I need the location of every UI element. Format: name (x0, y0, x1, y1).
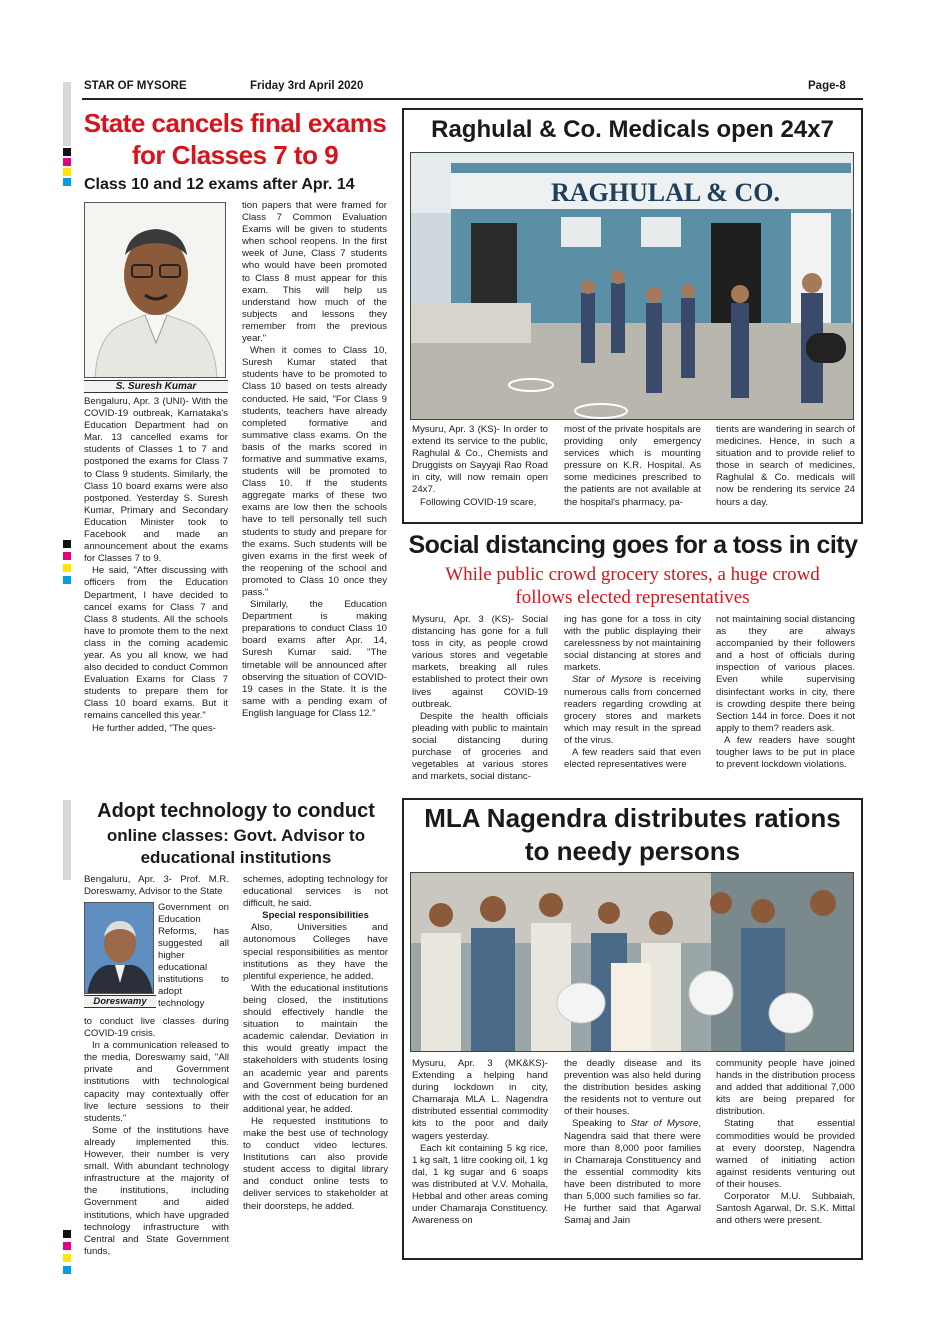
masthead-name: STAR OF MYSORE (84, 80, 187, 92)
paragraph: community people have joined hands in the distribution process and added that additional 7,000 kits are being prepared for distribution. (716, 1058, 855, 1118)
paragraph: Despite the health officials pleading with public to maintain social distancing during purchase of groceries and vegetables at various stores and markets, social distanc- (412, 710, 548, 783)
paragraph (564, 674, 701, 747)
article2-column2 (243, 874, 388, 1213)
paragraph: most of the private hospitals are providing only emergency services which is mounting pressure on K.R. Hospital. As some medicines prescribed to the patients are not available at the hospital's pharmacy, pa- (564, 424, 701, 508)
photo-doreswamy (84, 902, 154, 994)
article5-column1 (412, 1058, 548, 1227)
paragraph: tients are wandering in search of medicines. Hence, in such a situation and to provide relief to those in search of medicines, Raghulal & Co. medicals will now be rendering its service 24 hours a day. (716, 424, 855, 508)
paragraph: Following COVID-19 scare, (420, 496, 537, 508)
paragraph (564, 1118, 701, 1227)
paragraph: Mysuru, Apr. 3 (KS)- In order to extend its service to the public, Raghulal & Co., Chemists and Druggists on Sayyaji Rao Road in city, will now remain open 24x7. (412, 424, 548, 496)
text-run: is receiving numerous calls from concerned readers regarding crowding at grocery stores and markets which may result in the spread of the virus. (564, 674, 701, 746)
article2-lead (84, 874, 229, 898)
paragraph: Similarly, the Education Department is making preparations to conduct Class 10 board exams after Apr. 14, Suresh Kumar said. "The timetable will be announced after observing the situation of COVID-19 cases in the State. It is the same with a pending exam of English language for Class 12." (242, 599, 387, 719)
paragraph: Bengaluru, Apr. 3 (UNI)- With the COVID-19 outbreak, Karnataka's Education Department had on Mar. 13 cancelled exams for students of Classes 1 to 7 and postponed the exams for Class 7 to Class 9 students. Similarly, the Class 10 board exams were also postponed. Yesterday S. Suresh Kumar, Primary and Secondary Education Minister took to Facebook and made an announcement about the exams for Classes 7 to 9. (84, 396, 228, 565)
article5-column2 (564, 1058, 701, 1227)
subhead-social-distancing-line1: While public crowd grocery stores, a huge crowd (445, 564, 820, 585)
article1-column1 (84, 396, 228, 735)
registration-mark (63, 552, 71, 560)
registration-mark (63, 148, 71, 156)
headline-technology-line2: online classes: Govt. Advisor to (106, 826, 366, 845)
headline-nagendra-line2: to needy persons (524, 836, 741, 866)
article2-column1 (84, 1016, 229, 1258)
article2-beside-photo (158, 902, 229, 1010)
shop-sign-text: RAGHULAL & CO. (551, 178, 780, 207)
registration-mark (63, 1266, 71, 1274)
subheading-special-responsibilities: Special responsibilities (262, 910, 369, 922)
registration-mark (63, 576, 71, 584)
article3-column3 (716, 424, 855, 509)
article4-column3 (716, 614, 855, 771)
paper-name: Star of Mysore (572, 674, 643, 686)
subhead-social-distancing-line2: follows elected representatives (515, 587, 750, 608)
paragraph: Corporator M.U. Subbaiah, Santosh Agarwal, Dr. S.K. Mittal and others were present. (716, 1191, 855, 1227)
headline-exams-line1: State cancels final exams (83, 108, 387, 138)
article5-column3 (716, 1058, 855, 1227)
headline-technology-line3: educational institutions (140, 848, 332, 867)
paragraph: to conduct live classes during COVID-19 crisis. (84, 1016, 229, 1040)
paragraph: Each kit containing 5 kg rice, 1 kg salt, 1 litre cooking oil, 1 kg dal, 1 kg sugar and 6 soaps was distributed at V.V. Mohalla, Hebbal and other areas coming under Chamaraja Constituency. Awareness on (412, 1142, 548, 1227)
registration-mark (63, 564, 71, 572)
registration-mark (63, 540, 71, 548)
paragraph: He said, "After discussing with officers from the Education Department, I have decided to cancel exams for Class 7 and Class 8 students. All the schools have to promote them to the next class in the coming academic year. As you all know, we had also decided to conduct Common Evaluation Exams for Class 7 students to prepare them for Class 10 board exams. But it remains cancelled this year." (84, 565, 228, 722)
paragraph: With the educational institutions being closed, the institutions should effectively handle the situation to maintain the academic calendar. Deviation in this would greatly impact the stakeholders with students losing an academic year and parents and Government being burdened with the cost of education for an additional year, he added. (243, 982, 388, 1115)
article3-column1 (412, 424, 548, 509)
paragraph: Some of the institutions have already implemented this. However, their number is very small. With abundant technology infrastructure at the majority of the institutions, including Government and aided institutions, which have upgraded technology infrastructure with Central and State Government funds, (84, 1124, 229, 1257)
paragraph: Bengaluru, Apr. 3- Prof. M.R. Doreswamy, Advisor to the State (84, 874, 229, 898)
paragraph: schemes, adopting technology for educational services is not difficult, he said. (243, 874, 388, 910)
registration-mark (63, 168, 71, 176)
paragraph: Mysuru, Apr. 3 (MK&KS)- Extending a helping hand during lockdown in city, Chamaraja MLA L. Nagendra distributed essential commodity kits to the poor and daily wagers yesterday. (412, 1058, 548, 1142)
registration-mark (63, 800, 71, 880)
registration-mark (63, 158, 71, 166)
article4-column1 (412, 614, 548, 783)
registration-mark (63, 82, 71, 146)
paragraph: not maintaining social distancing as they are always accompanied by their followers and a host of officials during inspection of various places. Even while supervising disinfectant works in city, there is crowding despite there being Section 144 in force. Does it not apply to them? readers ask. (716, 614, 855, 734)
paragraph: When it comes to Class 10, Suresh Kumar stated that students have to be promoted to Class 10 based on tests already conducted. He said, "For Class 9 students, teachers have already completed formative and summative class exams. On the basis of the marks scored in formative and summative exams, students will be promoted to Class 10. If the students aggregate marks of these two exams are low then the schools have to tell personally tell such students to study and prepare for the exams. Such students will be given exams in the first week of the reopening of the school and promoted to Class 10 once they pass." (242, 345, 387, 598)
text-run: Speaking to (572, 1118, 631, 1130)
paragraph: Mysuru, Apr. 3 (KS)- Social distancing has gone for a full toss in city, as people crowd various stores and vegetable markets, breaking all rules established to protect their own lives against COVID-19 outbreak. (412, 614, 548, 710)
paragraph: tion papers that were framed for Class 7 Common Evaluation Exams will be given to students when school reopens. In the first week of June, Class 7 students who would have been promoted to Class 8 must appear for this exam. This will help us understand how much of the subjects and lessons they remember from the previous year." (242, 200, 387, 345)
headline-exams-line2: for Classes 7 to 9 (131, 140, 339, 170)
caption-doreswamy: Doreswamy (84, 995, 156, 1008)
page-number: Page-8 (808, 80, 846, 92)
paragraph: Stating that essential commodities would be provided at every doorstep, Nagendra warned of initiating action against residents venturing out of their houses. (716, 1118, 855, 1190)
registration-mark (63, 1230, 71, 1238)
paragraph: A few readers have sought tougher laws to be put in place to prevent lockdown violations. (716, 734, 855, 771)
article3-column2 (564, 424, 701, 509)
paragraph: the deadly disease and its prevention was also held during the distribution besides asking the residents not to venture out of their houses. (564, 1058, 701, 1118)
registration-mark (63, 178, 71, 186)
registration-mark (63, 1242, 71, 1250)
subhead-exams: Class 10 and 12 exams after Apr. 14 (84, 176, 355, 193)
headline-raghulal: Raghulal & Co. Medicals open 24x7 (431, 116, 834, 143)
paper-name: Star of Mysore (630, 1118, 699, 1130)
paragraph: Government on Education Reforms, has suggested all higher educational institutions to adopt technology (158, 902, 229, 1009)
paragraph: ing has gone for a toss in city with the public displaying their carelessness by not maintaining social distancing at stores and markets. (564, 614, 701, 674)
paragraph: A few readers said that even elected representatives were (564, 747, 701, 771)
photo-ration-distribution (410, 872, 854, 1052)
headline-technology-line1: Adopt technology to conduct (97, 800, 375, 822)
caption-suresh-kumar: S. Suresh Kumar (84, 380, 228, 393)
issue-date: Friday 3rd April 2020 (250, 80, 364, 92)
headline-social-distancing: Social distancing goes for a toss in city (408, 531, 858, 559)
registration-mark (63, 1254, 71, 1262)
text-run: , Nagendra said that there were more than 8,000 poor families in Chamaraja Constituency and the essential commodity kits have been distributed to more than 5,000 such families so far. He further said that Agarwal Samaj and Jain (564, 1118, 701, 1227)
paragraph: He further added, "The ques- (92, 722, 216, 734)
article1-column2 (242, 200, 387, 720)
paragraph: In a communication released to the media, Doreswamy said, "All private and Government institutions with technological capacity may contextually offer live lecture sessions to their students." (84, 1040, 229, 1124)
paragraph: Also, Universities and autonomous Colleges have special responsibilities as mentor institutions as they have the plentiful experience, he added. (243, 922, 388, 982)
headline-nagendra-line1: MLA Nagendra distributes rations (424, 803, 841, 833)
header-rule (82, 98, 863, 100)
photo-raghulal-medicals (410, 152, 854, 420)
paragraph: He requested institutions to make the best use of technology to conduct video lectures. Institutions can also provide student access to digital library and conduct online tests to deliver services to stakeholder at their doorsteps, he added. (243, 1115, 388, 1212)
photo-suresh-kumar (84, 202, 226, 378)
article4-column2 (564, 614, 701, 771)
